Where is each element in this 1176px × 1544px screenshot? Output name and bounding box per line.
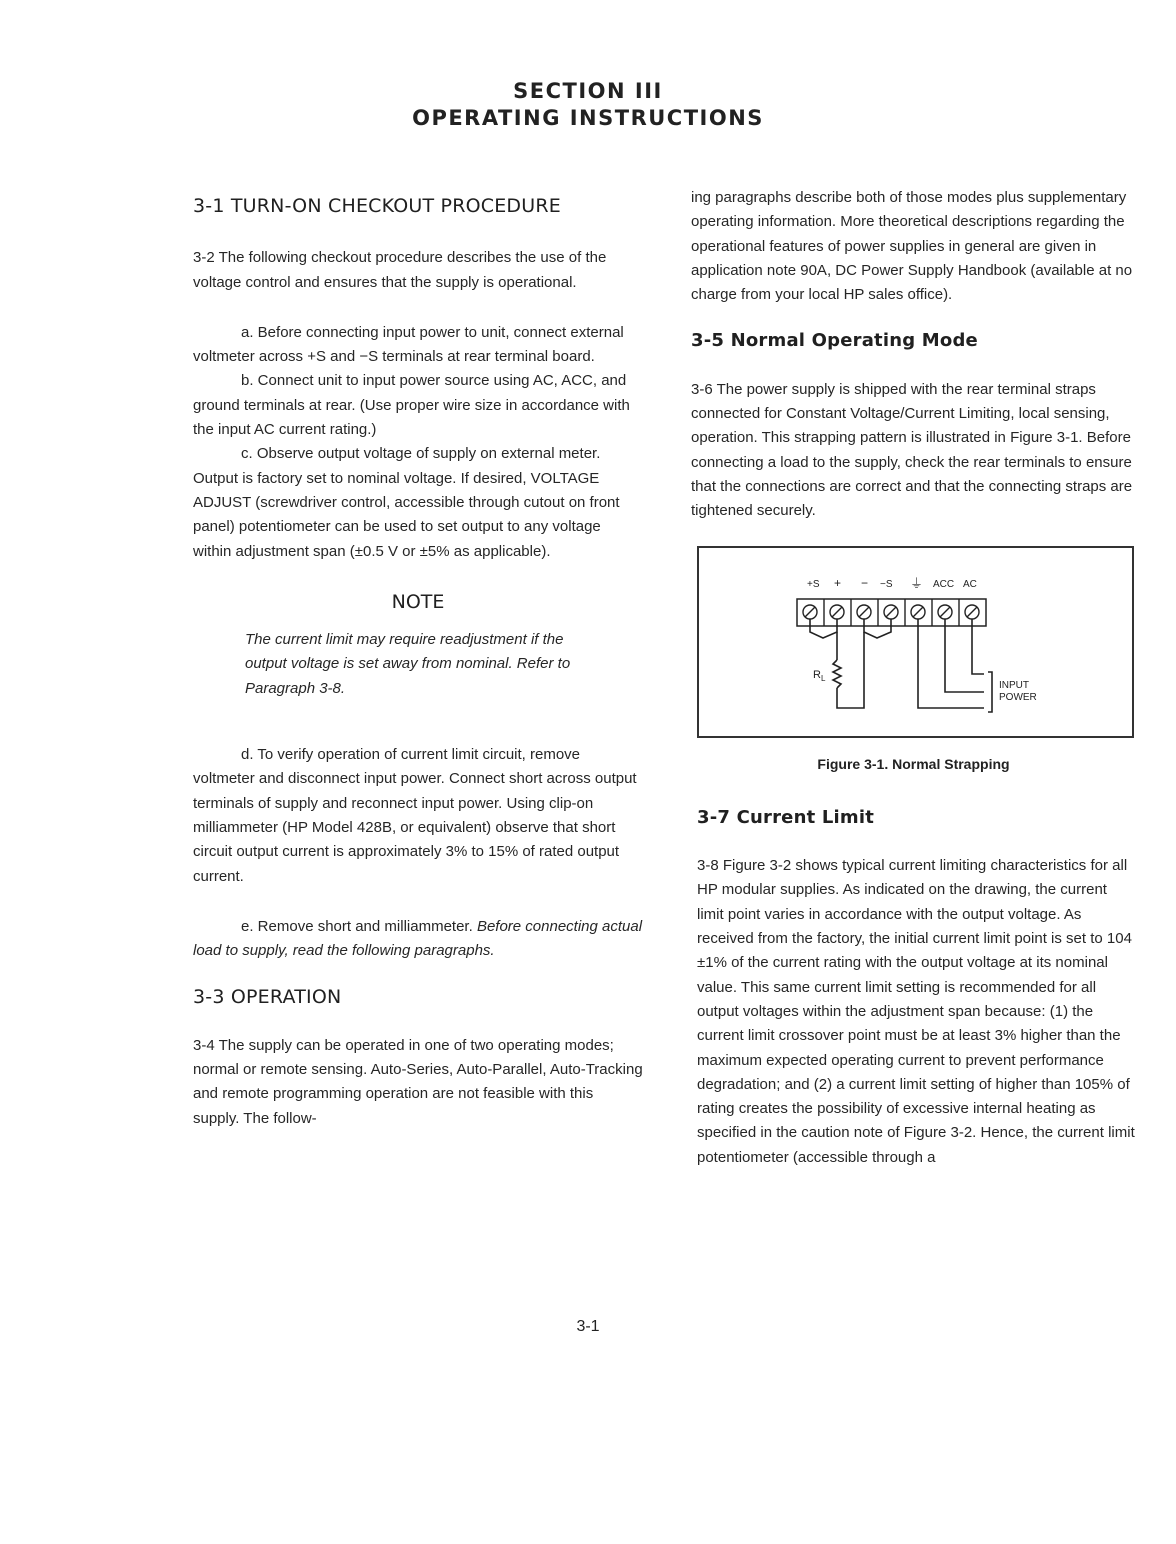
step-d: d. To verify operation of current limit circuit, remove voltmeter and disconnect input power. Connect short across output terminals of supply and reconnect input power. Using clip-on milliammeter (HP Model 428B, or equivalent) observe that short circuit output current is approximately 3% to 15% of rated output current. [193,746,637,885]
terminal-label: − [861,575,869,590]
strap-wiring [810,619,992,712]
terminal-label: −S [880,578,893,590]
figure-normal-strapping [697,546,1134,738]
page-header [0,78,1176,132]
step-b: b. Connect unit to input power source using AC, ACC, and ground terminals at rear. (Use proper wire size in accordance with the input AC current rating.) [193,372,630,439]
note-body: The current limit may require readjustment if the output voltage is set away from nominal. Refer to Paragraph 3-8. [245,631,571,697]
step-e-text: e. Remove short and milliammeter. [241,917,473,935]
input-power-label: POWER [999,691,1037,703]
load-resistor-label: $R_L$ [813,668,826,683]
step-e [193,915,643,964]
heading-3-3: 3-3 OPERATION [193,986,342,1009]
figure-caption: Figure 3-1. Normal Strapping [817,755,1010,772]
paragraph-3-2: 3-2 The following checkout procedure describes the use of the voltage control and ensures that the supply is operational. [193,249,607,291]
terminal-label: ⏚ [910,575,924,591]
step-a: a. Before connecting input power to unit, connect external voltmeter across +S and −S terminals at rear terminal board. [193,323,624,366]
page-number: 3-1 [576,1318,600,1335]
paragraph-3-8: 3-8 Figure 3-2 shows typical current limiting characteristics for all HP modular supplies. As indicated on the drawing, the current limit point varies in accordance with the output voltage. As received from the factory, the initial current limit point is set to 104 ±1% of the current rating with the output voltage at its nominal value. This same current limit setting is recommended for all output voltages within the adjustment span because: (1) the current limit crossover point must be at least 3% higher than the maximum expected operating current to prevent performance degradation; and (2) a current limit setting of higher than 105% of rating creates the possibility of excessive internal heating as specified in the caution note of Figure 3-2. Hence, the current limit potentiometer (accessible through a [697,857,1135,1166]
paragraph-3-6: 3-6 The power supply is shipped with the rear terminal straps connected for Constant Voltage/Current Limiting, local sensing, operation. This strapping pattern is illustrated in Figure 3-1. Before connecting a load to the supply, check the rear terminals to ensure that the connections are correct and that the connecting straps are tightened securely. [691,380,1133,520]
terminal-label: AC [963,578,977,590]
paragraph-continued: ing paragraphs describe both of those modes plus supplementary operating information. More theoretical descriptions regarding the operational features of power supplies in general are given in application note 90A, DC Power Supply Handbook (available at no charge from your local HP sales office). [691,189,1133,304]
input-power-label: INPUT [999,679,1029,691]
right-column [691,186,1136,1170]
step-c: c. Observe output voltage of supply on external meter. Output is factory set to nominal voltage. If desired, VOLTAGE ADJUST (screwdriver control, accessible through cutout on front panel) potentiometer can be used to set output to any voltage within adjustment span (±0.5 V or ±5% as applicable). [193,445,620,560]
paragraph-3-4: 3-4 The supply can be operated in one of two operating modes; normal or remote sensing. Auto-Series, Auto-Parallel, Auto-Tracking and remote programming operation are not feasible with this supply. The follow- [193,1036,643,1127]
section-number: SECTION III [513,79,663,103]
heading-3-7: 3-7 Current Limit [697,806,875,828]
section-title: OPERATING INSTRUCTIONS [412,106,764,130]
left-column [193,186,643,1131]
heading-3-1: 3-1 TURN-ON CHECKOUT PROCEDURE [193,195,561,217]
heading-3-5: 3-5 Normal Operating Mode [691,330,978,352]
strapping-diagram [699,548,1132,736]
note-title: NOTE [391,590,445,613]
terminal-label: +S [807,578,820,590]
terminal-label: ACC [933,578,955,590]
terminal-label: + [834,575,842,590]
step-e-italic: Before connecting actual load to supply, read the following paragraphs. [193,917,643,960]
